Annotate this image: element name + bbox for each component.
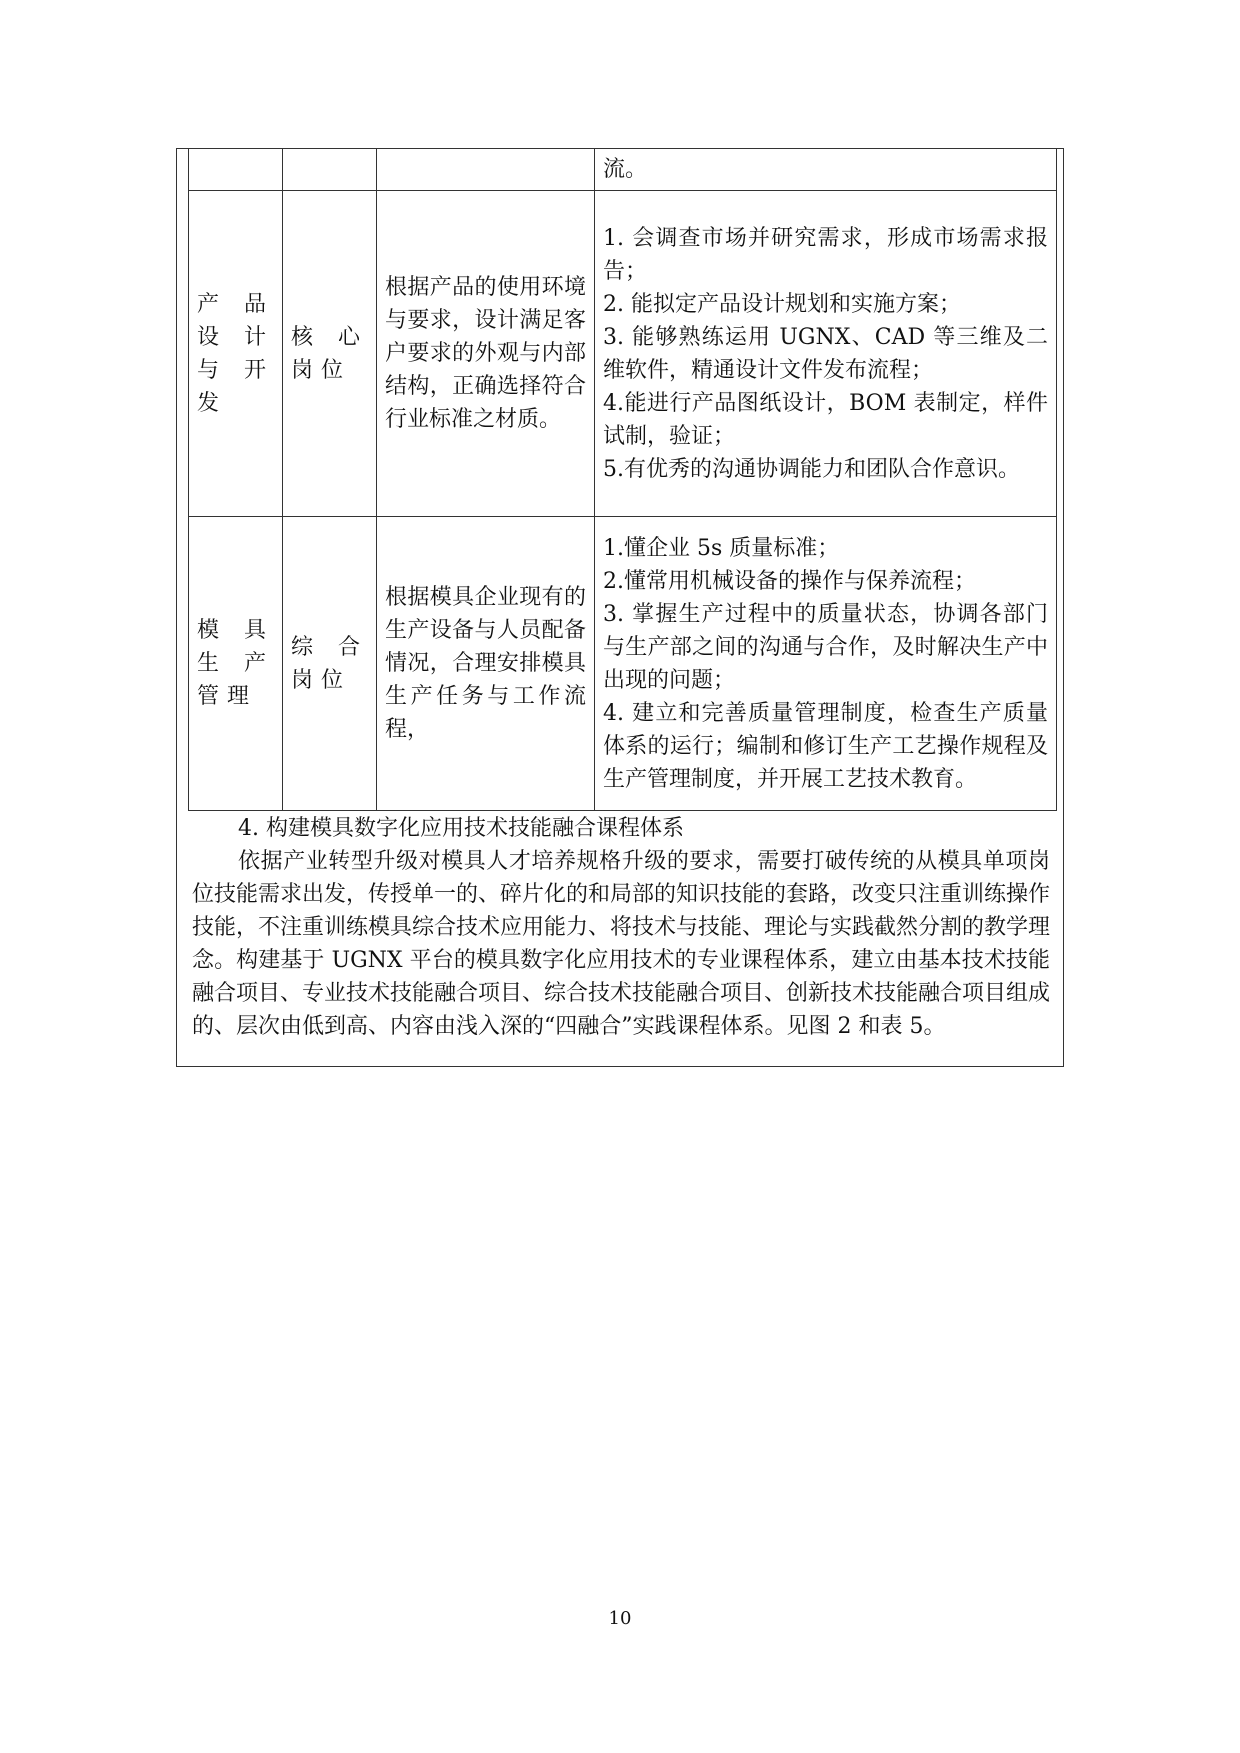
job-skills-table (188, 148, 1057, 811)
skill-item: 2.懂常用机械设备的操作与保养流程； (603, 568, 976, 594)
skill-item: 4. 建立和完善质量管理制度，检查生产质量体系的运行；编制和修订生产工艺操作规程及生产管理制度，并开展工艺技术教育。 (603, 700, 1048, 792)
section-heading: 4. 构建模具数字化应用技术技能融合课程体系 (238, 816, 684, 841)
level-cell (283, 149, 377, 191)
skill-item: 1. 会调查市场并研究需求，形成市场需求报告； (603, 225, 1048, 284)
table-row (189, 149, 1057, 191)
section-paragraph: 依据产业转型升级对模具人才培养规格升级的要求，需要打破传统的从模具单项岗位技能需求出发，传授单一的、碎片化的和局部的知识技能的套路，改变只注重训练操作技能，不注重训练模具综合技术应用能力、将技术与技能、理论与实践截然分割的教学理念。构建基于 UGNX 平台的模具数字化应用技术的专业课程体系，建立由基本技术技能融合项目、专业技术技能融合项目、综合技术技能融合项目、创新技术技能融合项目组成的、层次由低到高、内容由浅入深的“四融合”实践课程体系。见图 2 和表 5。 (192, 849, 1051, 1039)
level-cell: 核心岗位 (283, 191, 377, 517)
table-row (189, 517, 1057, 811)
table-row (189, 191, 1057, 517)
duty-cell (377, 149, 595, 191)
skill-item: 3. 掌握生产过程中的质量状态，协调各部门与生产部之间的沟通与合作，及时解决生产中出现的问题； (603, 601, 1048, 693)
duty-cell: 根据产品的使用环境与要求，设计满足客户要求的外观与内部结构，正确选择符合行业标准之材质。 (377, 191, 595, 517)
position-cell (189, 149, 283, 191)
skill-item: 1.懂企业 5s 质量标准； (603, 535, 840, 561)
position-cell: 产品设计与开发 (189, 191, 283, 517)
skill-item: 4.能进行产品图纸设计，BOM 表制定，样件试制，验证； (603, 390, 1048, 449)
level-cell: 综合岗位 (283, 517, 377, 811)
skill-item: 5.有优秀的沟通协调能力和团队合作意识。 (603, 456, 1020, 482)
page-number: 10 (608, 1608, 632, 1629)
skill-item: 2. 能拟定产品设计规划和实施方案； (603, 291, 961, 317)
skills-cell (595, 191, 1057, 517)
skill-item: 3. 能够熟练运用 UGNX、CAD 等三维及二维软件，精通设计文件发布流程； (603, 324, 1048, 383)
skills-cell (595, 517, 1057, 811)
duty-cell: 根据模具企业现有的生产设备与人员配备情况，合理安排模具生产任务与工作流程， (377, 517, 595, 811)
skills-cell (595, 149, 1057, 191)
skill-item: 流。 (603, 157, 648, 182)
position-cell: 模具生产管理 (189, 517, 283, 811)
